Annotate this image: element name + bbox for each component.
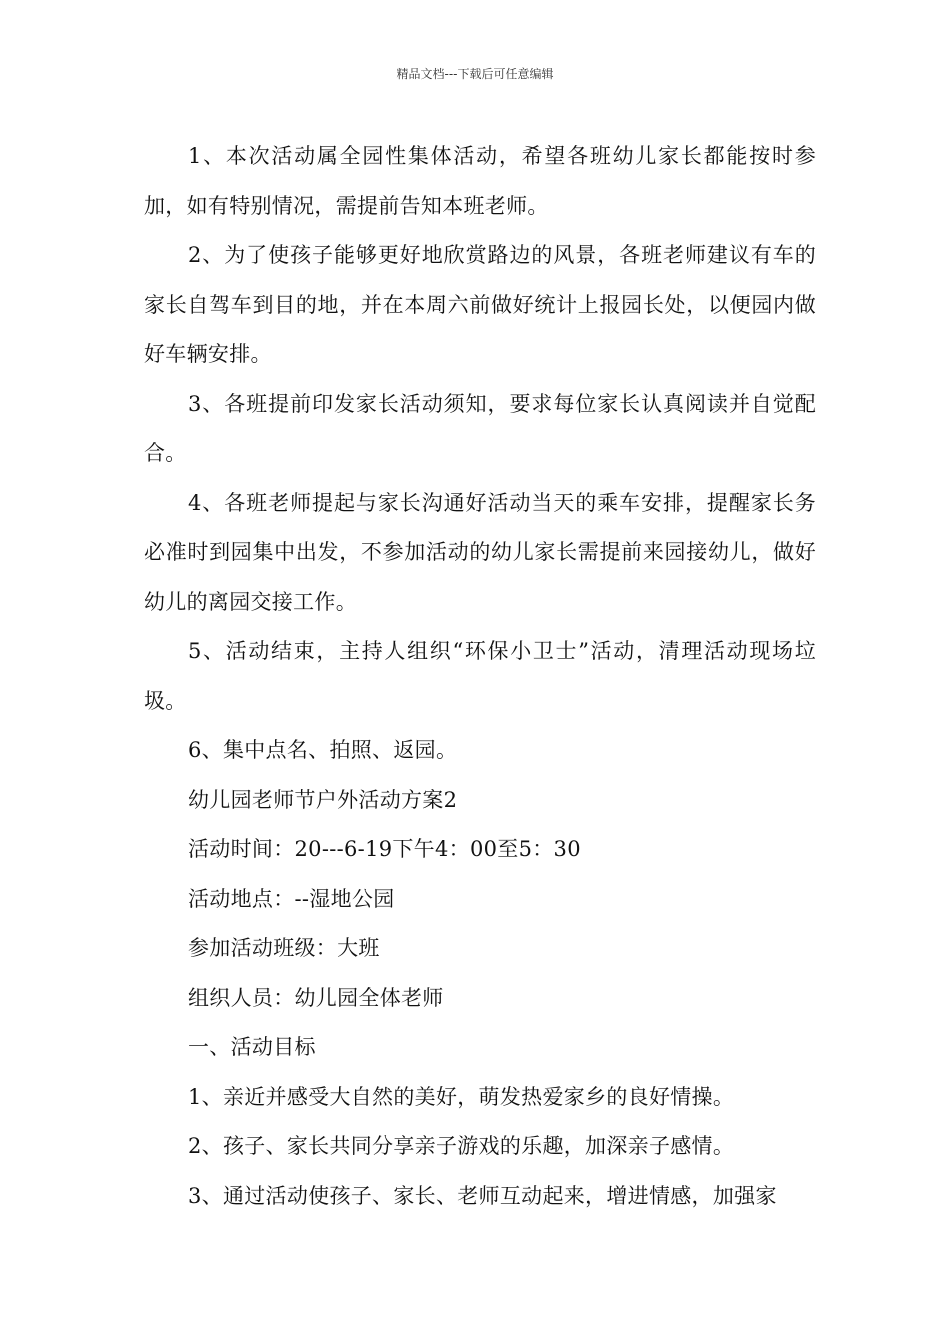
page-header: 精品文档---下载后可任意编辑 xyxy=(396,67,554,81)
paragraph-note-2: 2、为了使孩子能够更好地欣赏路边的风景，各班老师建议有车的家长自驾车到目的地，并在本周六前做好统计上报园长处，以便园内做好车辆安排。 xyxy=(144,243,816,366)
document-body xyxy=(144,132,816,1221)
organizers: 组织人员：幼儿园全体老师 xyxy=(188,985,444,1010)
paragraph-note-6: 6、集中点名、拍照、返园。 xyxy=(188,738,458,762)
paragraph-note-5: 5、活动结束，主持人组织“环保小卫士”活动，清理活动现场垃圾。 xyxy=(144,639,816,713)
goal-3: 3、通过活动使孩子、家长、老师互动起来，增进情感，加强家 xyxy=(188,1183,777,1208)
activity-location: 活动地点：--湿地公园 xyxy=(188,886,395,911)
activity-time: 活动时间：20---6-19下午4：00至5：30 xyxy=(188,837,581,861)
paragraph-note-1: 1、本次活动属全园性集体活动，希望各班幼儿家长都能按时参加，如有特别情况，需提前告知本班老师。 xyxy=(144,144,816,218)
section-title-plan-2: 幼儿园老师节户外活动方案2 xyxy=(188,787,458,812)
paragraph-note-4: 4、各班老师提起与家长沟通好活动当天的乘车安排，提醒家长务必准时到园集中出发，不参加活动的幼儿家长需提前来园接幼儿，做好幼儿的离园交接工作。 xyxy=(144,490,816,614)
heading-activity-goals: 一、活动目标 xyxy=(188,1035,316,1059)
goal-1: 1、亲近并感受大自然的美好，萌发热爱家乡的良好情操。 xyxy=(188,1084,735,1109)
goal-2: 2、孩子、家长共同分享亲子游戏的乐趣，加深亲子感情。 xyxy=(188,1134,735,1158)
participating-class: 参加活动班级：大班 xyxy=(188,936,380,960)
paragraph-note-3: 3、各班提前印发家长活动须知，要求每位家长认真阅读并自觉配合。 xyxy=(144,391,816,465)
